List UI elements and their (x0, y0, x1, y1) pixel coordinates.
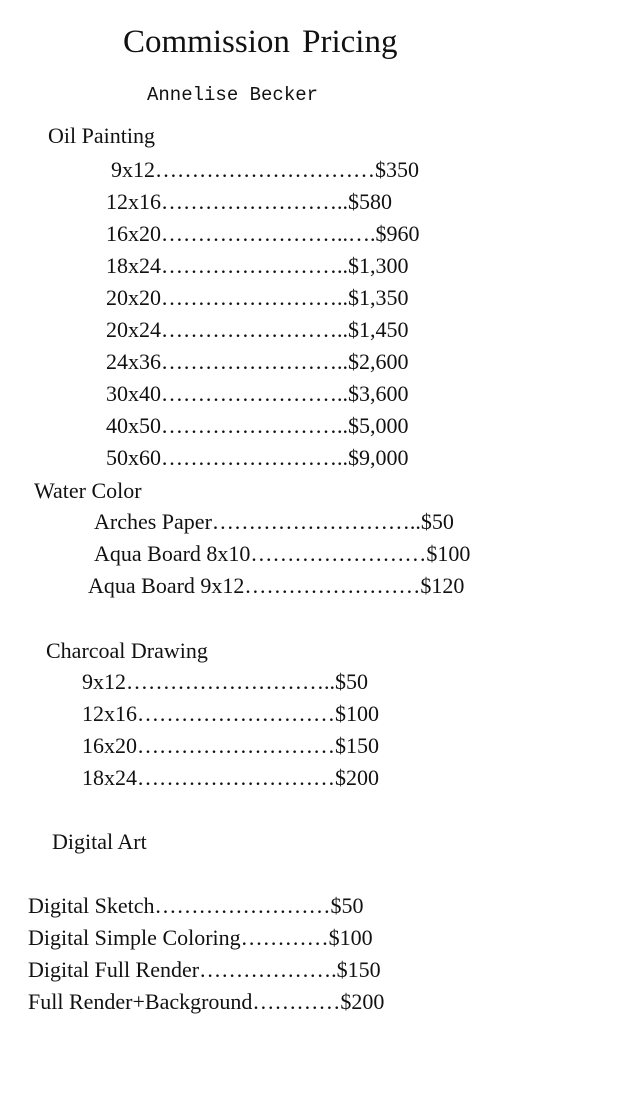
section-heading-watercolor: Water Color (34, 478, 142, 503)
price-row-charcoal: 12x16………………………$100 (82, 701, 379, 726)
price-row-digital: Digital Sketch……………………$50 (28, 893, 364, 918)
price-row-watercolor: Aqua Board 8x10……………………$100 (94, 541, 471, 566)
price-row-charcoal: 16x20………………………$150 (82, 733, 379, 758)
section-heading-charcoal: Charcoal Drawing (46, 638, 208, 663)
price-row-watercolor: Arches Paper………………………..$50 (94, 509, 454, 534)
price-row-oil: 24x36……………………..$2,600 (106, 349, 409, 374)
price-row-charcoal: 18x24………………………$200 (82, 765, 379, 790)
section-heading-digital: Digital Art (52, 829, 147, 854)
price-row-digital: Full Render+Background…………$200 (28, 989, 385, 1014)
price-row-oil: 12x16……………………..$580 (106, 189, 392, 214)
price-row-oil: 9x12…………………………$350 (111, 157, 419, 182)
price-row-digital: Digital Simple Coloring…………$100 (28, 925, 373, 950)
page-title: Commission Pricing (123, 24, 398, 60)
price-row-oil: 18x24……………………..$1,300 (106, 253, 409, 278)
price-row-oil: 30x40……………………..$3,600 (106, 381, 409, 406)
price-row-oil: 40x50……………………..$5,000 (106, 413, 409, 438)
price-row-watercolor: Aqua Board 9x12……………………$120 (88, 573, 465, 598)
price-row-oil: 50x60……………………..$9,000 (106, 445, 409, 470)
price-row-digital: Digital Full Render……………….$150 (28, 957, 381, 982)
section-heading-oil: Oil Painting (48, 123, 155, 148)
author-name: Annelise Becker (147, 84, 319, 106)
price-row-oil: 20x24……………………..$1,450 (106, 317, 409, 342)
price-row-oil: 16x20……………………..….$960 (106, 221, 420, 246)
price-row-charcoal: 9x12………………………..$50 (82, 669, 368, 694)
price-row-oil: 20x20……………………..$1,350 (106, 285, 409, 310)
